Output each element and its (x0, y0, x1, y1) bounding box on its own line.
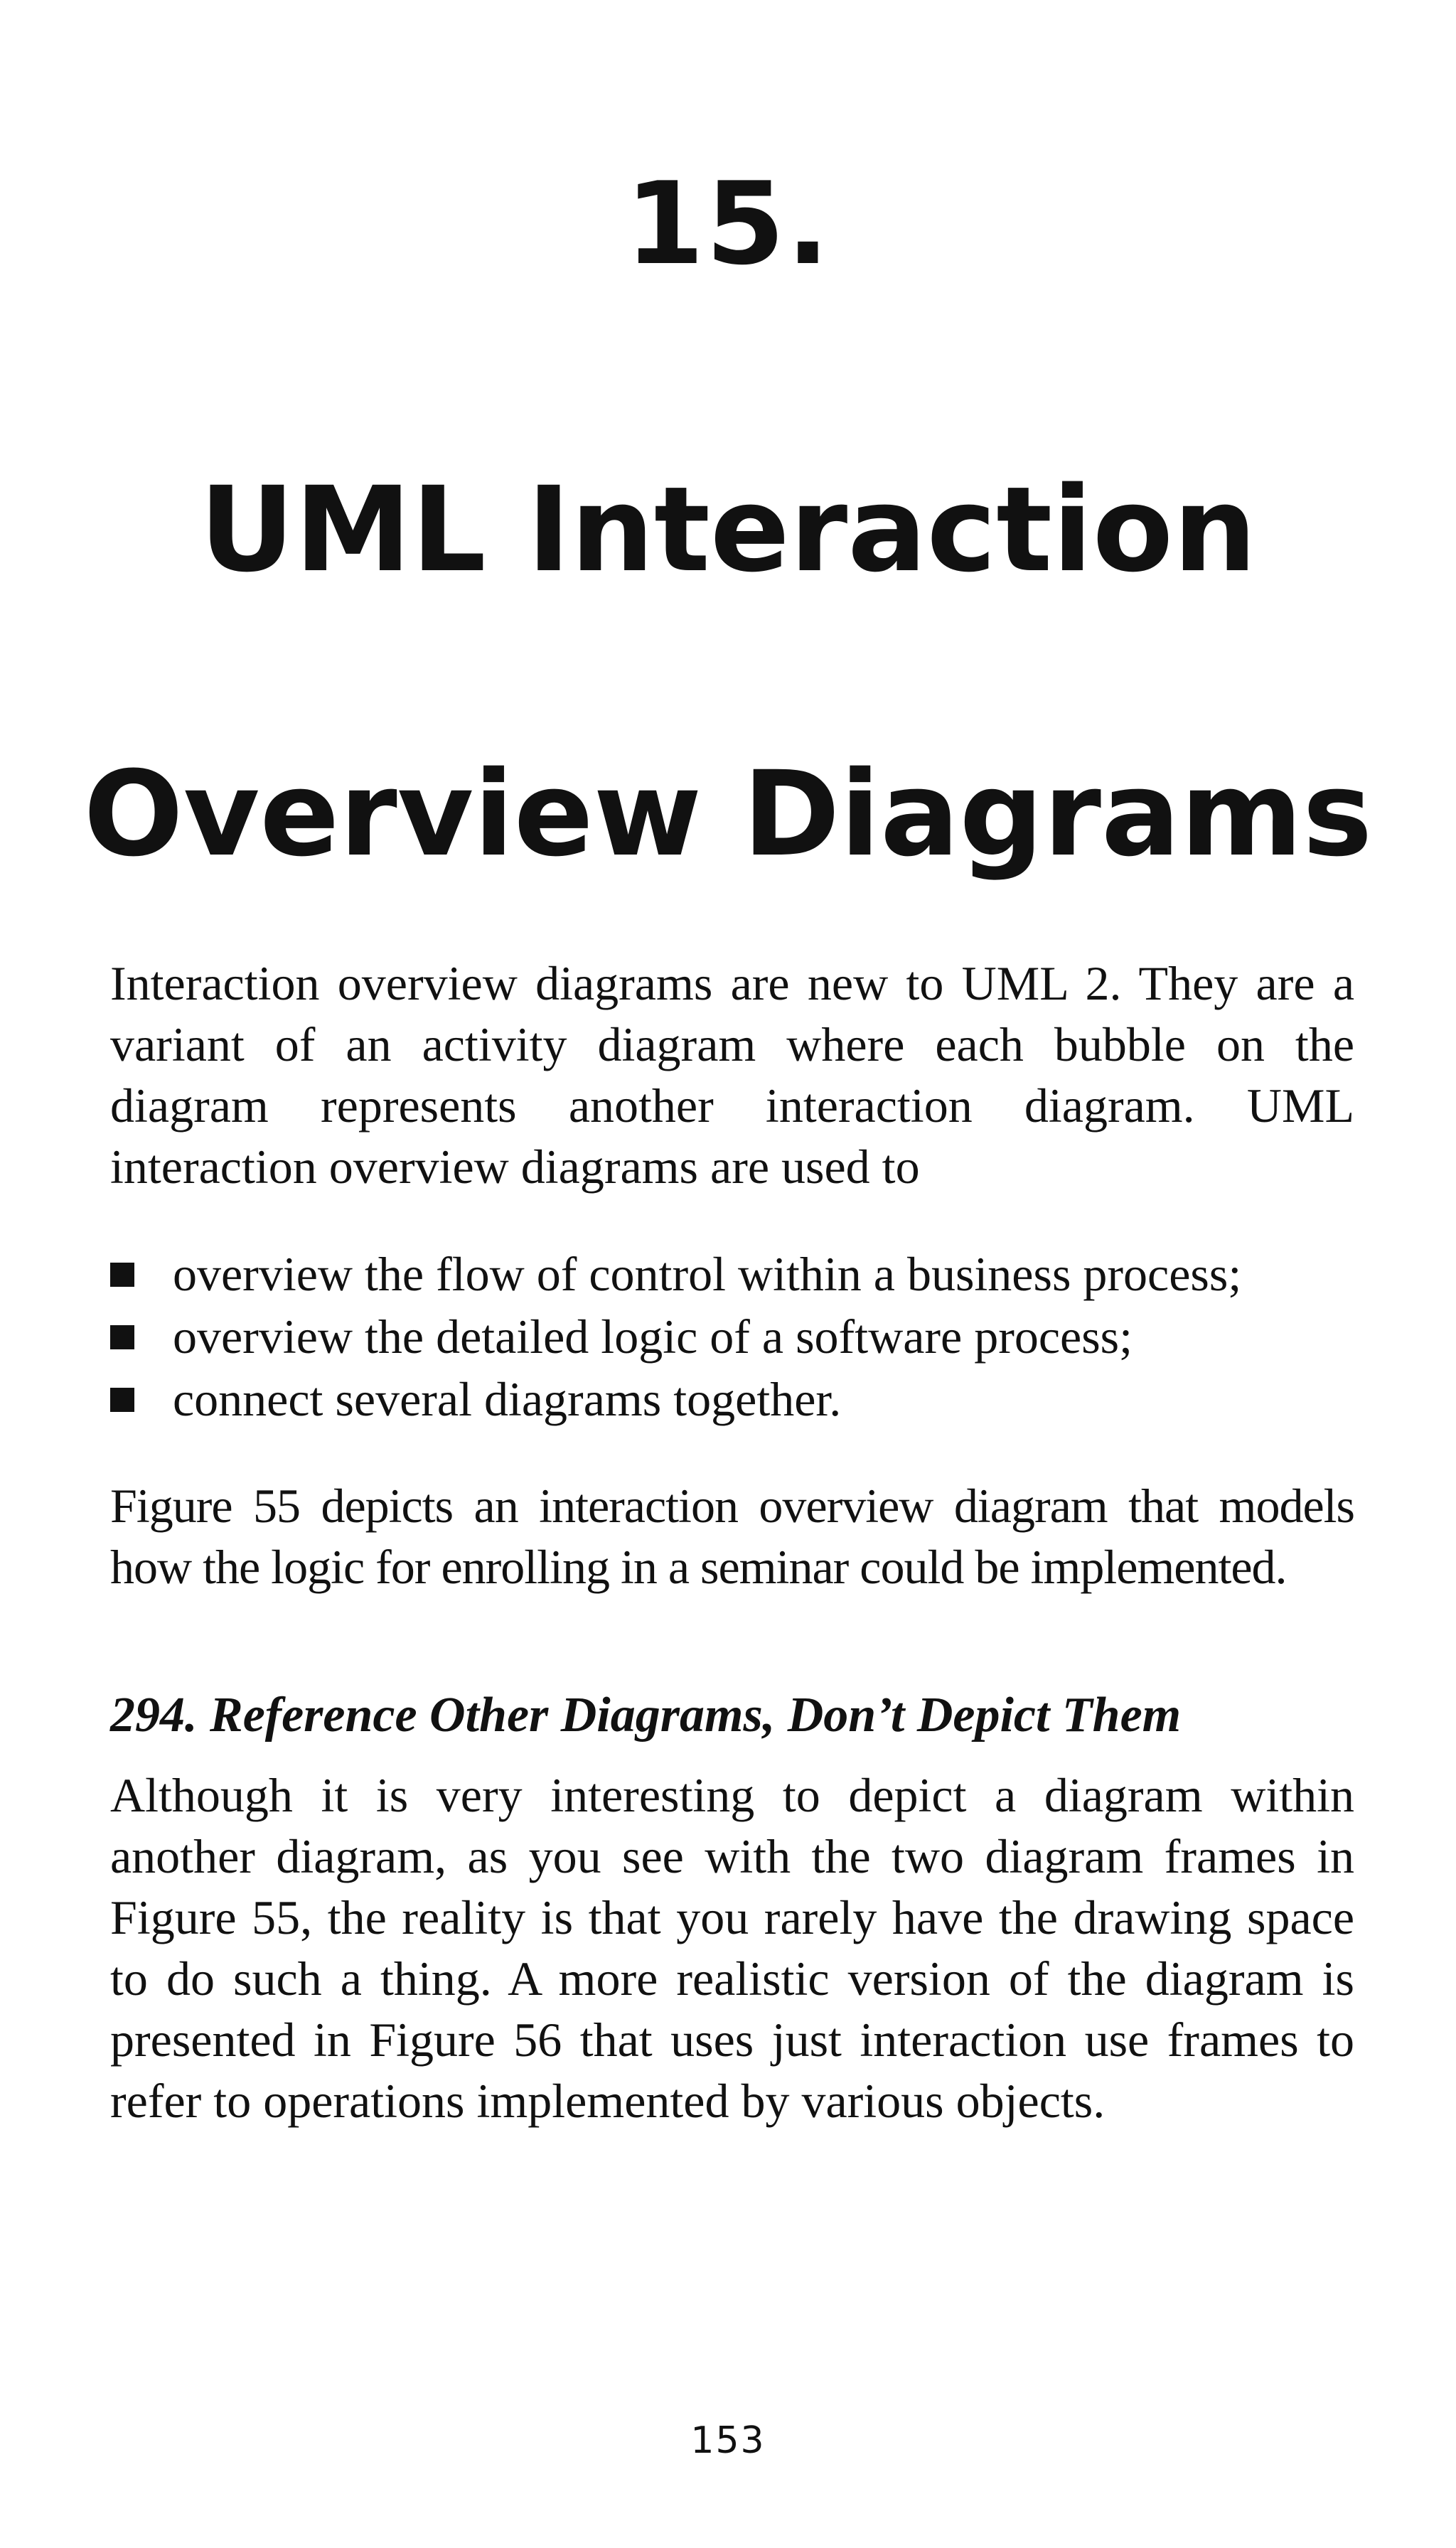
list-item (110, 1368, 1354, 1430)
list-item-text: overview the flow of control within a business process; (173, 1247, 1242, 1301)
list-item (110, 1305, 1354, 1368)
intro-paragraph: Interaction overview diagrams are new to UML 2. They are a variant of an activity diagram where each bubble on the diagram represents another interaction diagram. UML interaction overview diagrams are used to (110, 956, 1354, 1194)
page-number: 153 (690, 2419, 766, 2462)
chapter-title-line-1: UML Interaction (199, 461, 1257, 598)
bullet-list (110, 1243, 1354, 1430)
square-bullet-icon (110, 1388, 134, 1412)
square-bullet-icon (110, 1263, 134, 1287)
section-body-paragraph: Although it is very interesting to depict a diagram within another diagram, as you see with the two diagram frames in Figure 55, the reality is that you rarely have the drawing space to do such a thing. A more realistic version of the diagram is presented in Figure 56 that uses just interaction use frames to refer to operations implemented by various objects. (110, 1768, 1354, 2128)
section-heading: 294. Reference Other Diagrams, Don’t Depict Them (110, 1688, 1182, 1743)
chapter-title (0, 387, 1456, 956)
list-item (110, 1243, 1354, 1305)
square-bullet-icon (110, 1325, 134, 1349)
list-item-text: overview the detailed logic of a software process; (173, 1310, 1133, 1364)
figure-reference-paragraph: Figure 55 depicts an interaction overview diagram that models how the logic for enrolling in a seminar could be implemented. (110, 1479, 1354, 1594)
chapter-number: 15. (625, 157, 831, 290)
chapter-title-line-2: Overview Diagrams (83, 746, 1373, 882)
list-item-text: connect several diagrams together. (173, 1372, 842, 1426)
